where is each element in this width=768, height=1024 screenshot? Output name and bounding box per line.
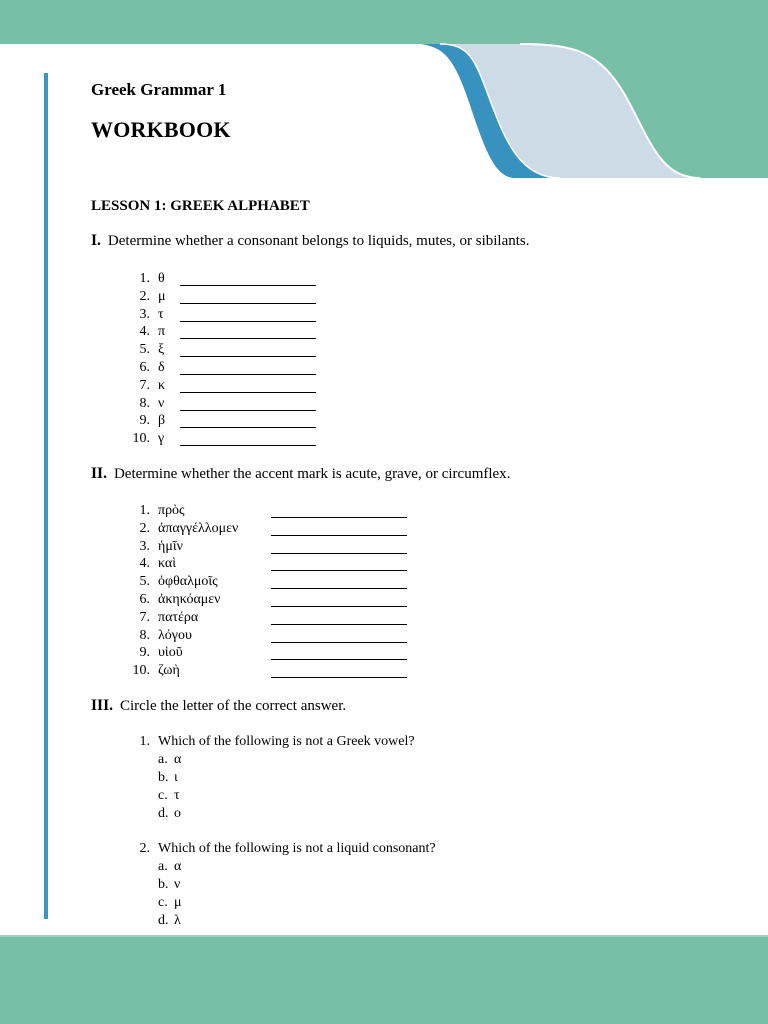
answer-option[interactable] (128, 805, 415, 823)
greek-term: δ (158, 359, 165, 375)
consonant-item (128, 395, 166, 413)
option-letter: d. (158, 913, 169, 928)
answer-option[interactable] (128, 751, 415, 769)
greek-term: β (158, 413, 166, 429)
item-number: 10. (132, 663, 150, 679)
answer-blank[interactable] (271, 609, 407, 625)
accent-item (128, 627, 238, 645)
consonant-item (128, 341, 166, 359)
section-1-text: Determine whether a consonant belongs to liquids, mutes, or sibilants. (107, 233, 530, 249)
answer-blank[interactable] (180, 306, 316, 322)
answer-blank[interactable] (271, 644, 407, 660)
option-value: τ (174, 788, 180, 803)
accent-item (128, 644, 238, 662)
item-number: 1. (139, 271, 150, 286)
section-1-list (128, 270, 166, 448)
greek-term: υἱοῦ (158, 645, 183, 661)
answer-option[interactable] (128, 787, 415, 805)
section-3-text: Circle the letter of the correct answer. (119, 698, 347, 714)
greek-term: ἀκηκόαμεν (158, 591, 221, 607)
option-value: ο (174, 806, 181, 821)
question-1 (128, 733, 415, 823)
section-1-instruction (91, 232, 530, 250)
answer-blank[interactable] (271, 573, 407, 589)
greek-term: ἡμῖν (158, 538, 183, 554)
greek-term: καὶ (158, 556, 177, 572)
greek-term: πατέρα (158, 609, 199, 625)
answer-blank[interactable] (180, 395, 316, 411)
answer-option[interactable] (128, 769, 415, 787)
section-2-text: Determine whether the accent mark is acute, grave, or circumflex. (113, 466, 511, 482)
page-title: WORKBOOK (91, 117, 231, 142)
question-text-line (128, 840, 436, 858)
answer-blank[interactable] (180, 359, 316, 375)
option-letter: b. (158, 877, 169, 892)
consonant-item (128, 323, 166, 341)
greek-term: ζωὴ (158, 663, 180, 679)
item-number: 8. (139, 627, 150, 643)
answer-blank[interactable] (180, 288, 316, 304)
option-letter: a. (158, 859, 168, 874)
item-number: 6. (139, 591, 150, 607)
section-2-instruction (91, 465, 510, 483)
item-number: 2. (139, 288, 150, 304)
consonant-item (128, 306, 166, 324)
accent-item (128, 591, 238, 609)
answer-blank[interactable] (180, 270, 316, 286)
item-number: 8. (139, 395, 150, 411)
consonant-item (128, 377, 166, 395)
option-value: ι (174, 770, 178, 785)
answer-blank[interactable] (271, 502, 407, 518)
option-value: ν (174, 877, 181, 892)
greek-term: ἀπαγγέλλομεν (158, 520, 239, 536)
question-2 (128, 840, 436, 930)
option-letter: c. (158, 788, 168, 803)
greek-term: μ (158, 288, 166, 304)
greek-term: τ (158, 306, 164, 322)
section-1-number: I. (91, 232, 101, 249)
item-number: 2. (139, 520, 150, 536)
accent-item (128, 573, 238, 591)
consonant-item (128, 359, 166, 377)
answer-option[interactable] (128, 876, 436, 894)
item-number: 4. (139, 324, 150, 340)
question-number: 1. (139, 734, 150, 749)
consonant-item (128, 430, 166, 448)
answer-blank[interactable] (180, 377, 316, 393)
item-number: 4. (139, 556, 150, 572)
item-number: 10. (132, 431, 150, 447)
greek-term: λόγου (158, 627, 192, 643)
answer-blank[interactable] (271, 555, 407, 571)
greek-term: γ (158, 431, 165, 447)
accent-item (128, 609, 238, 627)
option-letter: b. (158, 770, 169, 785)
section-2-list (128, 502, 238, 680)
section-3-instruction (91, 697, 346, 715)
consonant-item (128, 288, 166, 306)
item-number: 7. (139, 609, 150, 625)
item-number: 7. (139, 377, 150, 393)
accent-item (128, 662, 238, 680)
greek-term: ξ (158, 342, 165, 358)
section-2-number: II. (91, 465, 107, 482)
answer-blank[interactable] (271, 538, 407, 554)
course-subtitle: Greek Grammar 1 (91, 80, 227, 99)
lesson-heading: LESSON 1: GREEK ALPHABET (91, 198, 310, 214)
item-number: 1. (139, 503, 150, 518)
greek-term: πρὸς (158, 503, 185, 518)
option-value: α (174, 752, 182, 767)
question-text-line (128, 733, 415, 751)
option-letter: d. (158, 806, 169, 821)
greek-term: ν (158, 395, 165, 411)
answer-option[interactable] (128, 858, 436, 876)
item-number: 6. (139, 359, 150, 375)
answer-blank[interactable] (271, 591, 407, 607)
section-3-number: III. (91, 697, 113, 714)
item-number: 5. (139, 574, 150, 590)
item-number: 5. (139, 342, 150, 358)
question-text: Which of the following is not a Greek vowel? (158, 734, 415, 749)
answer-blank[interactable] (180, 323, 316, 339)
greek-term: κ (158, 377, 166, 393)
answer-blank[interactable] (180, 430, 316, 446)
answer-blank[interactable] (271, 520, 407, 536)
greek-term: θ (158, 271, 165, 286)
option-value: μ (174, 895, 182, 910)
answer-blank[interactable] (180, 412, 316, 428)
consonant-item (128, 270, 166, 288)
answer-option[interactable] (128, 894, 436, 912)
item-number: 3. (139, 538, 150, 554)
answer-option[interactable] (128, 912, 436, 930)
option-value: λ (174, 913, 181, 928)
accent-item (128, 555, 238, 573)
answer-blank[interactable] (271, 627, 407, 643)
answer-blank[interactable] (180, 341, 316, 357)
accent-item (128, 538, 238, 556)
answer-blank[interactable] (271, 662, 407, 678)
greek-term: ὀφθαλμοῖς (158, 574, 218, 590)
consonant-item (128, 412, 166, 430)
option-letter: c. (158, 895, 168, 910)
question-text: Which of the following is not a liquid consonant? (158, 841, 436, 856)
question-number: 2. (139, 841, 150, 856)
item-number: 3. (139, 306, 150, 322)
item-number: 9. (139, 413, 150, 429)
greek-term: π (158, 324, 166, 340)
accent-item (128, 520, 238, 538)
option-value: α (174, 859, 182, 874)
item-number: 9. (139, 645, 150, 661)
option-letter: a. (158, 752, 168, 767)
accent-item (128, 502, 238, 520)
